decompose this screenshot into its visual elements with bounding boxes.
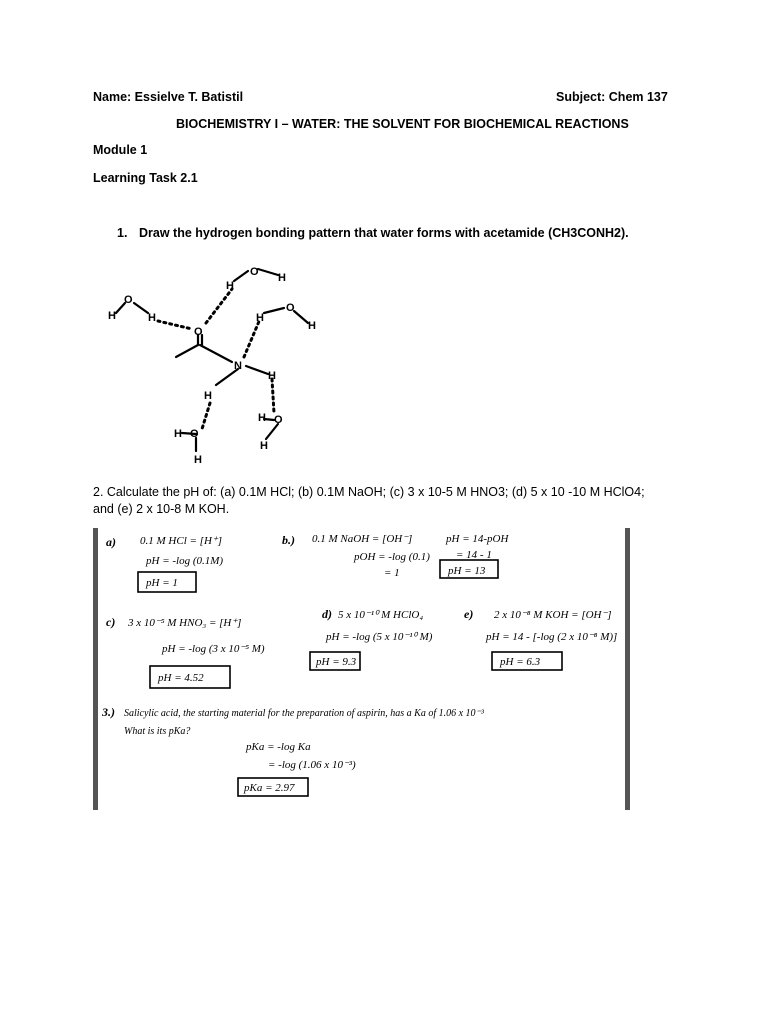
sketch-o-top: O	[250, 266, 259, 278]
part-d-line2: pH = -log (5 x 10⁻¹⁰ M)	[326, 631, 433, 643]
part-a-label: a)	[106, 535, 116, 549]
question-3-line1: Salicylic acid, the starting material for the preparation of aspirin, has a Ka of 1.06 x 10⁻³	[124, 708, 484, 719]
sketch-h-right-1: H	[256, 312, 264, 324]
part-c-label: c)	[106, 615, 116, 629]
part-d-answer: pH = 9.3	[316, 656, 357, 668]
part-e-line1: 2 x 10⁻⁸ M KOH = [OH⁻]	[494, 609, 612, 621]
question-3-line2: What is its pKa?	[124, 726, 191, 737]
student-name: Name: Essielve T. Batistil	[93, 90, 244, 104]
part-b-line1: 0.1 M NaOH = [OH⁻]	[312, 533, 413, 545]
page-title: BIOCHEMISTRY I – WATER: THE SOLVENT FOR BIOCHEMICAL REACTIONS	[176, 117, 629, 131]
sketch-h-br-1: H	[258, 412, 266, 424]
question-2-prompt-line2: and (e) 2 x 10-8 M KOH.	[93, 502, 230, 516]
question-3-calc2: = -log (1.06 x 10⁻³)	[268, 759, 356, 771]
part-b-line5: = 14 - 1	[456, 549, 492, 561]
part-b-line3: = 1	[384, 567, 400, 579]
part-c-answer: pH = 4.52	[158, 672, 204, 684]
sketch-h-bl-1: H	[174, 428, 182, 440]
part-e-line2: pH = 14 - [-log (2 x 10⁻⁸ M)]	[486, 631, 618, 643]
sketch-h-br-2: H	[260, 440, 268, 452]
sketch-h-right-2: H	[308, 320, 316, 332]
part-c-line2: pH = -log (3 x 10⁻⁵ M)	[162, 643, 265, 655]
sketch-h-bl-2: H	[194, 454, 202, 466]
sketch-o-bl: O	[190, 428, 199, 440]
sketch-o-right: O	[286, 302, 295, 314]
part-a-line1: 0.1 M HCl = [H⁺]	[140, 535, 222, 547]
task-label: Learning Task 2.1	[93, 171, 198, 185]
part-e-answer: pH = 6.3	[500, 656, 541, 668]
part-c-line1: 3 x 10⁻⁵ M HNO₃ = [H⁺]	[128, 617, 242, 629]
question-1-prompt: Draw the hydrogen bonding pattern that water forms with acetamide (CH3CONH2).	[139, 226, 629, 240]
sketch-h-left-2: H	[148, 312, 156, 324]
handwritten-solutions	[93, 528, 630, 810]
part-a-answer: pH = 1	[146, 577, 178, 589]
sketch-h-top-1: H	[226, 280, 234, 292]
sketch-h-n-right: H	[268, 370, 276, 382]
part-a-line2: pH = -log (0.1M)	[146, 555, 224, 567]
sketch-h-n-left: H	[204, 390, 212, 402]
hydrogen-bonding-sketch	[98, 253, 338, 468]
sketch-h-left-1: H	[108, 310, 116, 322]
sketch-h-top-2: H	[278, 272, 286, 284]
question-1-number: 1.	[117, 226, 128, 240]
part-b-label: b.)	[282, 533, 295, 547]
part-b-line4: pH = 14-pOH	[446, 533, 509, 545]
question-3-answer: pKa = 2.97	[244, 782, 295, 794]
part-b-line2: pOH = -log (0.1)	[354, 551, 430, 563]
part-d-line1: 5 x 10⁻¹⁰ M HClO₄	[338, 609, 424, 621]
part-e-label: e)	[464, 607, 474, 621]
part-b-answer: pH = 13	[448, 565, 486, 577]
question-2-prompt-line1: 2. Calculate the pH of: (a) 0.1M HCl; (b) 0.1M NaOH; (c) 3 x 10-5 M HNO3; (d) 5 x 10 -10 M HClO4;	[93, 485, 645, 499]
sketch-o-br: O	[274, 414, 283, 426]
sketch-n: N	[234, 360, 242, 372]
subject-label: Subject: Chem 137	[556, 90, 668, 104]
part-d-label: d)	[322, 607, 332, 621]
module-label: Module 1	[93, 143, 148, 157]
question-3-label: 3.)	[102, 705, 115, 719]
question-3-calc1: pKa = -log Ka	[246, 741, 311, 753]
sketch-o-acetamide: O	[194, 326, 203, 338]
sketch-o-left: O	[124, 294, 133, 306]
